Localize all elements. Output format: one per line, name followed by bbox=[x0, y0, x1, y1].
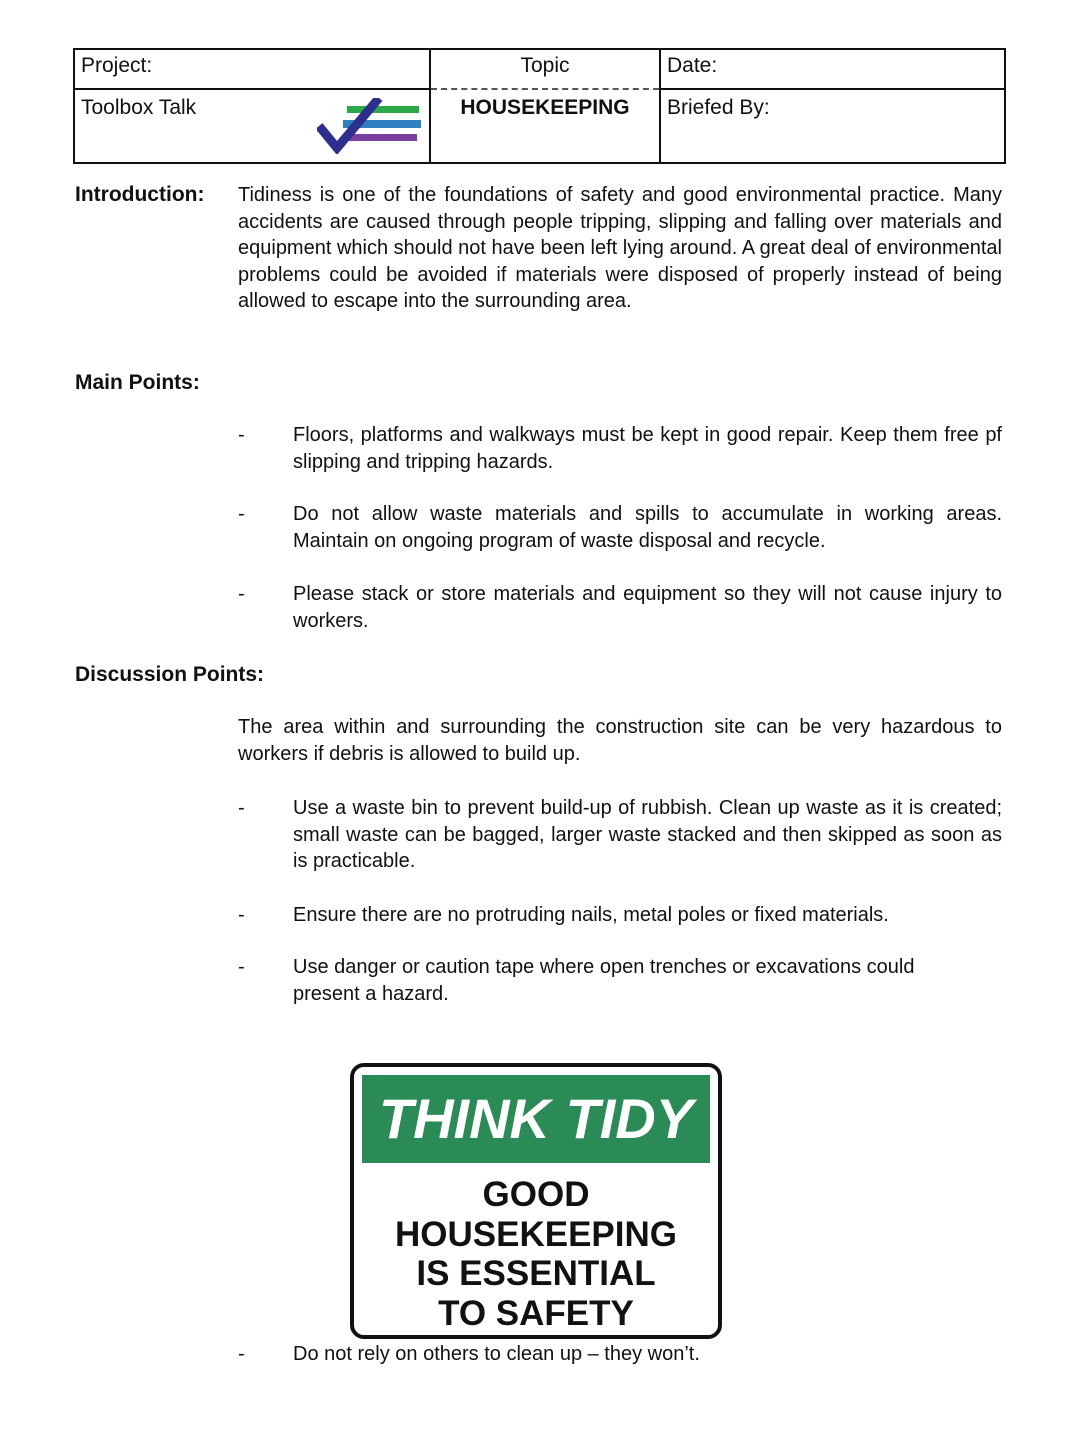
dash-bullet: - bbox=[238, 797, 245, 819]
discussion-point-text: Use a waste bin to prevent build-up of rubbish. Clean up waste as it is created; small waste can be bagged, larger waste stacked and then skipped as soon as is practicable. bbox=[293, 797, 1002, 872]
sign-body bbox=[362, 1175, 710, 1333]
dash-bullet: - bbox=[238, 956, 245, 978]
sign-line: HOUSEKEEPING bbox=[395, 1214, 677, 1254]
topic-label: Topic bbox=[430, 49, 660, 89]
discussion-intro-text: The area within and surrounding the construction site can be very hazardous to workers if debris is allowed to build up. bbox=[238, 716, 1002, 765]
dash-bullet: - bbox=[238, 583, 245, 605]
topic-value: HOUSEKEEPING bbox=[430, 89, 660, 163]
dash-bullet: - bbox=[238, 1343, 245, 1365]
project-label: Project: bbox=[74, 49, 430, 89]
date-label: Date: bbox=[660, 49, 1005, 89]
main-point-text: Floors, platforms and walkways must be kept in good repair. Keep them free pf slipping and tripping hazards. bbox=[293, 424, 1002, 473]
main-point-text: Please stack or store materials and equipment so they will not cause injury to workers. bbox=[293, 583, 1002, 632]
discussion-point-text: Use danger or caution tape where open trenches or excavations could present a hazard. bbox=[293, 956, 915, 1005]
toolbox-talk-title: Toolbox Talk bbox=[81, 96, 197, 119]
discussion-point-text: Ensure there are no protruding nails, metal poles or fixed materials. bbox=[293, 904, 889, 926]
discussion-point-text: Do not rely on others to clean up – they won’t. bbox=[293, 1343, 700, 1365]
header-table bbox=[73, 48, 1006, 164]
sign-line: GOOD bbox=[482, 1175, 590, 1214]
toolbox-talk-cell bbox=[74, 89, 430, 163]
sign-line: TO SAFETY bbox=[438, 1293, 634, 1333]
dash-bullet: - bbox=[238, 424, 245, 446]
briefed-by-label: Briefed By: bbox=[660, 89, 1005, 163]
main-point-text: Do not allow waste materials and spills to accumulate in working areas. Maintain on ongoing program of waste disposal and recycle. bbox=[293, 503, 1002, 552]
introduction-text: Tidiness is one of the foundations of safety and good environmental practice. Many accidents are caused through people tripping, slipping and falling over materials and equipment which should not have been left lying around. A great deal of environmental problems could be avoided if materials were disposed of properly instead of being allowed to escape into the surrounding area. bbox=[238, 184, 1002, 312]
sign-banner: THINK TIDY bbox=[362, 1075, 710, 1163]
dash-bullet: - bbox=[238, 503, 245, 525]
checkmark-logo-icon bbox=[317, 98, 425, 154]
discussion-points-label: Discussion Points: bbox=[75, 663, 265, 686]
sign-line: IS ESSENTIAL bbox=[416, 1254, 656, 1293]
dash-bullet: - bbox=[238, 904, 245, 926]
main-points-label: Main Points: bbox=[75, 371, 200, 394]
introduction-label: Introduction: bbox=[75, 183, 205, 206]
think-tidy-sign bbox=[350, 1063, 722, 1339]
